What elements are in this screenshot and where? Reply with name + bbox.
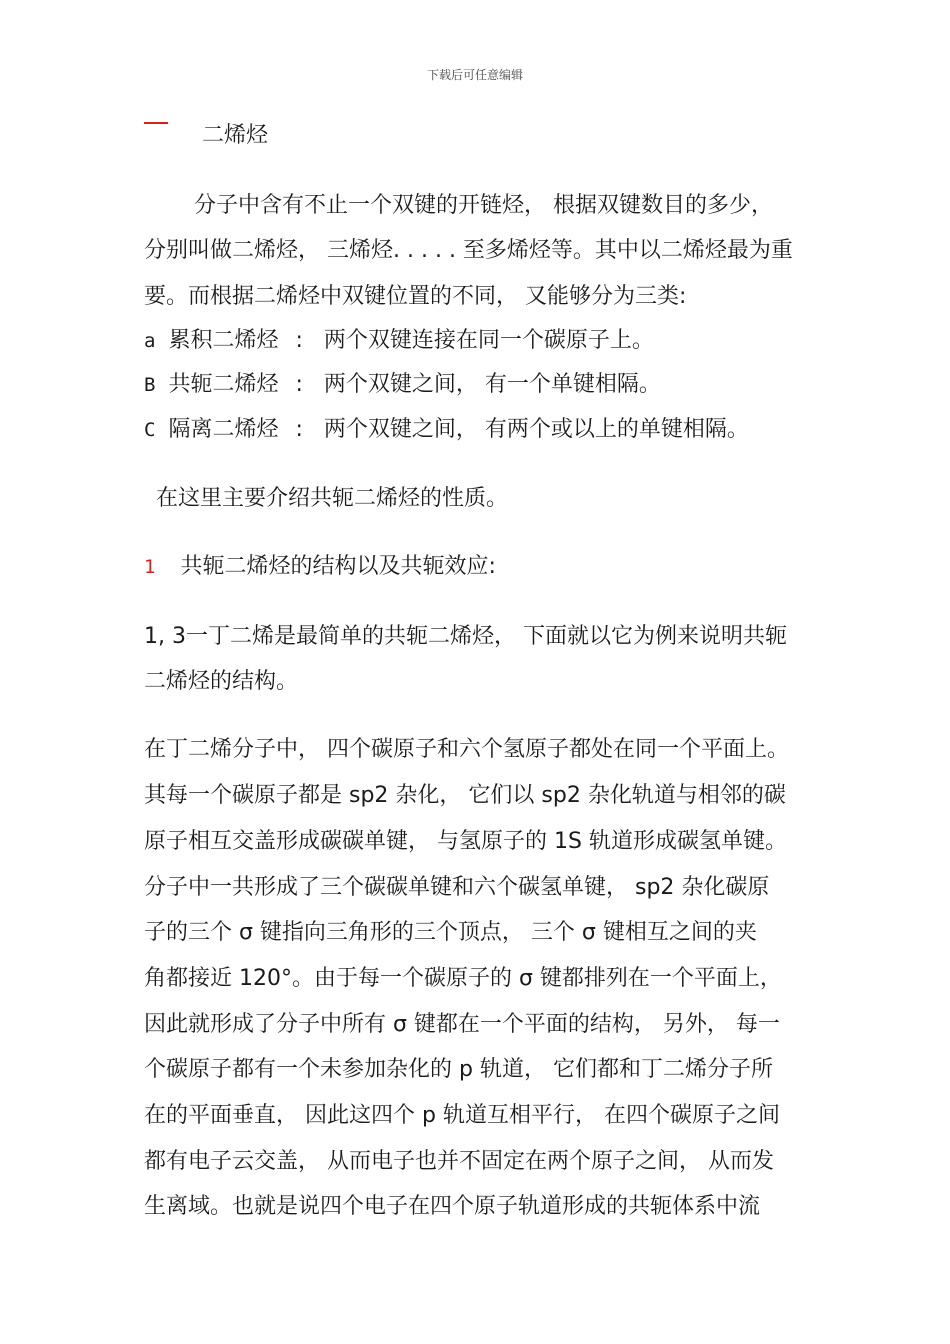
body-line-3: 原子相互交盖形成碳碳单键， 与氢原子的 1S 轨道形成碳氢单键。: [144, 829, 787, 854]
body-line-9: 在的平面垂直， 因此这四个 p 轨道互相平行， 在四个碳原子之间: [144, 1103, 780, 1128]
example-line-1: 1, 3一丁二烯是最简单的共轭二烯烃， 下面就以它为例来说明共轭: [144, 624, 787, 649]
body-line-6: 角都接近 120°。由于每一个碳原子的 σ 键都排列在一个平面上，: [144, 966, 782, 991]
type-name: 累积二烯烃: [168, 328, 279, 353]
type-row-a: [144, 326, 654, 356]
type-desc: 两个双键连接在同一个碳原子上。: [323, 328, 654, 353]
body-line-8: 个碳原子都有一个未参加杂化的 p 轨道， 它们都和丁二烯分子所: [144, 1057, 773, 1082]
example-line-2: 二烯烃的结构。: [144, 669, 299, 694]
section-number: 1: [144, 556, 156, 578]
type-letter: C: [144, 419, 156, 441]
type-name: 共轭二烯烃: [168, 372, 279, 397]
body-line-11: 生离域。也就是说四个电子在四个原子轨道形成的共轭体系中流: [144, 1194, 761, 1219]
intro-line-3: 要。而根据二烯烃中双键位置的不同， 又能够分为三类:: [144, 284, 687, 309]
type-row-b: [144, 370, 661, 400]
type-sep: :: [295, 328, 303, 353]
type-sep: :: [295, 417, 303, 442]
type-name: 隔离二烯烃: [168, 417, 279, 442]
body-line-4: 分子中一共形成了三个碳碳单键和六个碳氢单键， sp2 杂化碳原: [144, 875, 770, 900]
type-letter: B: [144, 374, 156, 396]
type-desc: 两个双键之间， 有两个或以上的单键相隔。: [323, 417, 749, 442]
focus-sentence: 在这里主要介绍共轭二烯烃的性质。: [156, 486, 509, 511]
intro-line-1: 分子中含有不止一个双键的开链烃， 根据双键数目的多少，: [194, 193, 773, 218]
body-line-2: 其每一个碳原子都是 sp2 杂化， 它们以 sp2 杂化轨道与相邻的碳: [144, 783, 786, 808]
body-line-7: 因此就形成了分子中所有 σ 键都在一个平面的结构， 另外， 每一: [144, 1012, 780, 1037]
section-title: 共轭二烯烃的结构以及共轭效应:: [180, 554, 496, 579]
body-line-10: 都有电子云交盖， 从而电子也并不固定在两个原子之间， 从而发: [144, 1149, 774, 1174]
body-line-5: 子的三个 σ 键指向三角形的三个顶点， 三个 σ 键相互之间的夹: [144, 920, 757, 945]
page-title: 二烯烃: [202, 123, 269, 148]
type-row-c: [144, 415, 749, 445]
type-letter: a: [144, 330, 156, 352]
intro-line-2: 分别叫做二烯烃， 三烯烃. . . . . 至多烯烃等。其中以二烯烃最为重: [144, 238, 793, 263]
page-header: 下载后可任意编辑: [426, 68, 523, 82]
type-sep: :: [295, 372, 303, 397]
type-desc: 两个双键之间， 有一个单键相隔。: [323, 372, 661, 397]
title-dash: [144, 122, 168, 124]
section-heading-1: [144, 552, 496, 582]
body-line-1: 在丁二烯分子中， 四个碳原子和六个氢原子都处在同一个平面上。: [144, 737, 789, 762]
